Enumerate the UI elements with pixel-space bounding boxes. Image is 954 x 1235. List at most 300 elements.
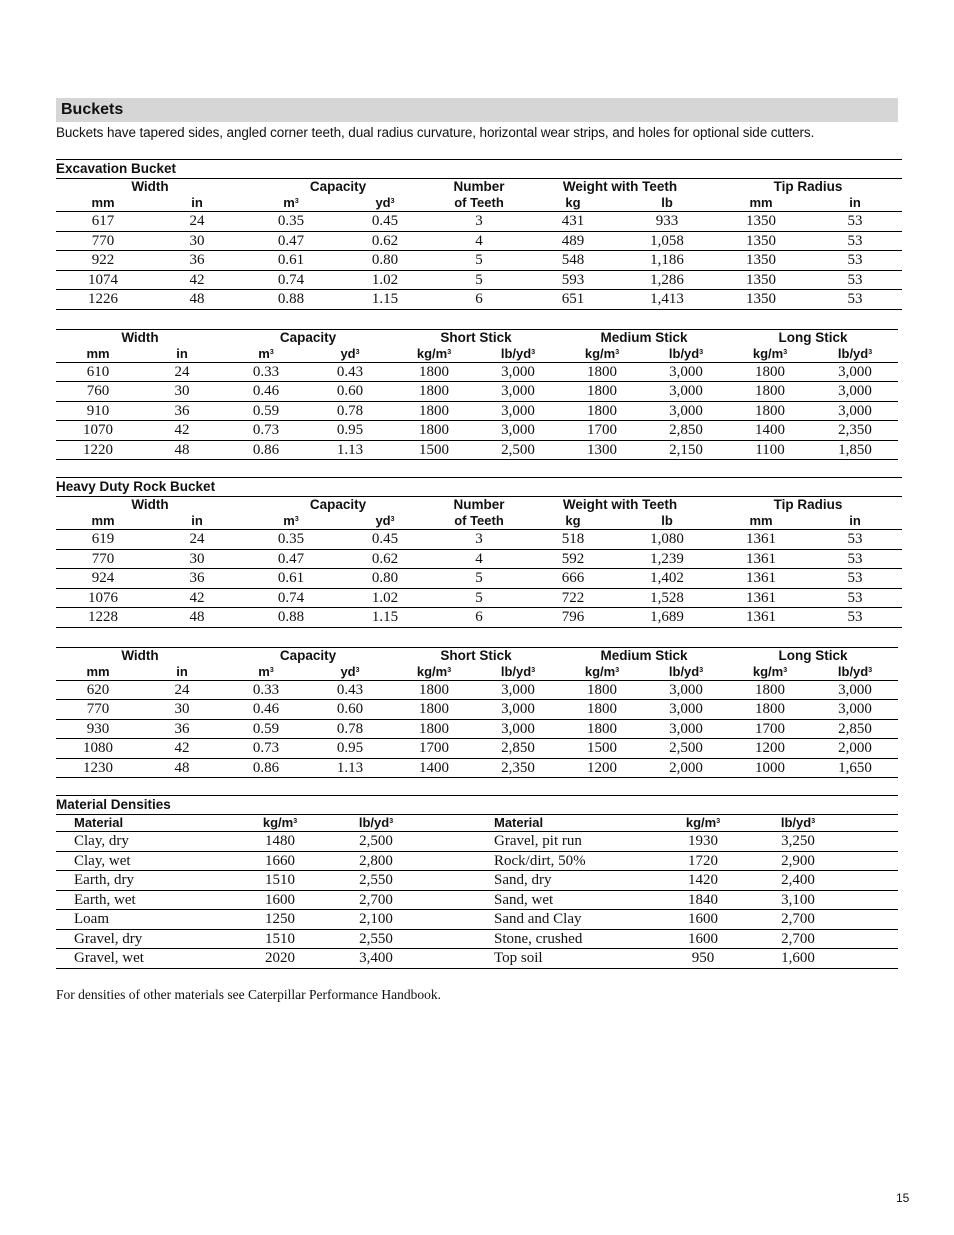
table-cell: 5 [432,588,526,608]
material-name: Clay, wet [56,851,234,871]
table-row [56,832,898,852]
table-cell: 1800 [392,421,476,441]
column-group-header: Long Stick [728,647,898,664]
table-cell: 1226 [56,290,150,310]
table-cell: 1361 [714,588,808,608]
table-cell: 3,000 [812,700,898,720]
table-cell: 3,000 [812,680,898,700]
table-cell: 1400 [392,758,476,778]
density-value: 2,100 [326,910,426,930]
table-cell: 760 [56,382,140,402]
table-cell: 0.78 [308,401,392,421]
unit-header: lb [620,513,714,530]
table-cell: 1,080 [620,530,714,550]
table-cell: 0.78 [308,719,392,739]
table-cell: 0.45 [338,530,432,550]
unit-header: $lb/yd^3$ [476,346,560,363]
table-cell: 3,000 [812,382,898,402]
table-row [56,530,902,550]
table-cell: 1800 [728,680,812,700]
rock-bucket-table [56,477,902,628]
table-cell: 770 [56,231,150,251]
table-cell: 1800 [728,700,812,720]
table-cell: 620 [56,680,140,700]
table-cell: 1800 [728,362,812,382]
table-cell: 0.80 [338,251,432,271]
table-cell: 3,000 [812,362,898,382]
table-cell: 1000 [728,758,812,778]
density-value: 2,400 [748,871,848,891]
table-cell: 30 [140,700,224,720]
column-group-header: Tip Radius [714,179,902,196]
unit-header: mm [56,664,140,681]
density-value: 950 [658,949,748,969]
table-cell: 1220 [56,440,140,460]
table-cell: 1,186 [620,251,714,271]
unit-header: lb [620,195,714,212]
table-cell: 48 [140,440,224,460]
page [56,98,898,1003]
table-cell: 53 [808,530,902,550]
table-row [56,549,902,569]
column-group-header: Tip Radius [714,497,902,514]
table-cell: 518 [526,530,620,550]
density-value: 3,250 [748,832,848,852]
column-group-header: Medium Stick [560,329,728,346]
table-row [56,421,898,441]
table-cell: 53 [808,290,902,310]
table-cell: 53 [808,231,902,251]
table-row [56,362,898,382]
table-cell: 48 [150,608,244,628]
table-cell: 3 [432,530,526,550]
table-cell: 1.15 [338,608,432,628]
table-caption: Material Densities [56,796,898,815]
page-number: 15 [896,1191,910,1205]
table-cell: 1800 [560,700,644,720]
table-cell: 1800 [560,362,644,382]
table-cell: 0.73 [224,739,308,759]
unit-header: in [150,513,244,530]
table-cell: 24 [150,530,244,550]
table-row [56,569,902,589]
table-cell: 2,350 [476,758,560,778]
table-cell: 2,500 [476,440,560,460]
table-cell: 0.86 [224,758,308,778]
unit-header: $lb/yd^3$ [748,815,848,832]
unit-header: $lb/yd^3$ [812,664,898,681]
table-cell: 2,850 [812,719,898,739]
density-value: 1510 [234,929,326,949]
table-cell: 36 [150,251,244,271]
table-cell: 1200 [560,758,644,778]
table-cell: 36 [140,719,224,739]
table-cell: 1800 [392,719,476,739]
table-cell: 0.47 [244,231,338,251]
material-densities-table [56,795,898,969]
table-cell: 24 [150,212,244,232]
density-value: 1720 [658,851,748,871]
table-cell: 922 [56,251,150,271]
table-cell: 1,689 [620,608,714,628]
table-cell: 924 [56,569,150,589]
table-cell: 1.15 [338,290,432,310]
table-cell: 2,000 [812,739,898,759]
column-group-header: Capacity [244,497,432,514]
column-group-header: Capacity [224,647,392,664]
column-group-header: Number [432,497,526,514]
table-cell: 1500 [560,739,644,759]
unit-header: $lb/yd^3$ [644,664,728,681]
table-cell: 3,000 [644,401,728,421]
table-cell: 1300 [560,440,644,460]
table-cell: 1076 [56,588,150,608]
table-cell: 722 [526,588,620,608]
table-row [56,401,898,421]
column-group-header: Number [432,179,526,196]
density-value: 3,100 [748,890,848,910]
table-cell: 0.61 [244,569,338,589]
density-value: 2,700 [748,910,848,930]
table-cell: 6 [432,290,526,310]
table-cell: 1700 [728,719,812,739]
table-cell: 1.13 [308,758,392,778]
table-cell: 53 [808,549,902,569]
density-value: 2,500 [326,832,426,852]
density-value: 1930 [658,832,748,852]
table-cell: 0.74 [244,588,338,608]
unit-header: mm [714,195,808,212]
unit-header: $lb/yd^3$ [812,346,898,363]
unit-header: $lb/yd^3$ [644,346,728,363]
table-cell: 0.95 [308,421,392,441]
unit-header: $m^3$ [244,513,338,530]
density-value: 2020 [234,949,326,969]
table-cell: 0.46 [224,382,308,402]
table-cell: 1230 [56,758,140,778]
table-cell: 42 [140,421,224,441]
density-value: 2,550 [326,871,426,891]
table-row [56,212,902,232]
table-cell: 2,500 [644,739,728,759]
table-row [56,949,898,969]
unit-header: $yd^3$ [308,664,392,681]
table-cell: 1500 [392,440,476,460]
table-cell: 3,000 [644,680,728,700]
table-cell: 53 [808,212,902,232]
table-cell: 48 [140,758,224,778]
table-cell: 2,000 [644,758,728,778]
unit-header: $m^3$ [244,195,338,212]
table-row [56,890,898,910]
density-value: 1510 [234,871,326,891]
density-value: 1600 [234,890,326,910]
table-cell: 0.59 [224,401,308,421]
table-cell: 3,000 [476,700,560,720]
density-value: 2,900 [748,851,848,871]
table-cell: 431 [526,212,620,232]
section-intro: Buckets have tapered sides, angled corner teeth, dual radius curvature, horizontal wear strips, and holes for optional side cutters. [56,125,815,140]
table-cell: 1200 [728,739,812,759]
table-row [56,851,898,871]
table-row [56,290,902,310]
unit-header: in [808,195,902,212]
table-cell: 3,000 [476,719,560,739]
table-cell: 592 [526,549,620,569]
table-cell: 48 [150,290,244,310]
table-cell: 0.61 [244,251,338,271]
unit-header: $m^3$ [224,664,308,681]
material-name: Sand, dry [476,871,658,891]
table-cell: 3,000 [644,362,728,382]
table-cell: 24 [140,362,224,382]
material-name: Earth, wet [56,890,234,910]
table-row [56,758,898,778]
unit-header: in [140,346,224,363]
table-row [56,680,898,700]
table-cell: 0.80 [338,569,432,589]
table-row [56,871,898,891]
unit-header: $kg/m^3$ [392,664,476,681]
column-group-header: Long Stick [728,329,898,346]
table-cell: 3,000 [476,680,560,700]
unit-header: in [808,513,902,530]
column-group-header: Short Stick [392,329,560,346]
table-row [56,608,902,628]
material-name: Sand and Clay [476,910,658,930]
table-cell: 30 [150,549,244,569]
excavation-bucket-table [56,159,902,310]
material-header: Material [476,815,658,832]
table-cell: 0.62 [338,549,432,569]
density-value: 1420 [658,871,748,891]
table-cell: 0.60 [308,700,392,720]
table-cell: 53 [808,270,902,290]
material-name: Loam [56,910,234,930]
table-cell: 666 [526,569,620,589]
material-name: Clay, dry [56,832,234,852]
table-cell: 36 [140,401,224,421]
table-cell: 3,000 [644,700,728,720]
column-group-header: Width [56,329,224,346]
table-row [56,231,902,251]
unit-header: mm [56,346,140,363]
table-cell: 1,058 [620,231,714,251]
column-group-header: Width [56,647,224,664]
table-cell: 1350 [714,212,808,232]
table-cell: 617 [56,212,150,232]
table-cell: 0.86 [224,440,308,460]
table-cell: 1800 [560,719,644,739]
table-cell: 1,402 [620,569,714,589]
unit-header: $kg/m^3$ [560,346,644,363]
table-row [56,270,902,290]
table-cell: 3,000 [644,719,728,739]
unit-header: $kg/m^3$ [658,815,748,832]
table-cell: 651 [526,290,620,310]
unit-header: $m^3$ [224,346,308,363]
table-cell: 1361 [714,569,808,589]
unit-header: $kg/m^3$ [728,664,812,681]
table-cell: 0.60 [308,382,392,402]
column-group-header: Medium Stick [560,647,728,664]
table-cell: 2,850 [476,739,560,759]
material-name: Sand, wet [476,890,658,910]
density-value: 1,600 [748,949,848,969]
material-name: Gravel, pit run [476,832,658,852]
table-row [56,440,898,460]
table-cell: 1080 [56,739,140,759]
table-cell: 0.47 [244,549,338,569]
table-cell: 1.13 [308,440,392,460]
column-group-header: Capacity [244,179,432,196]
table-cell: 2,850 [644,421,728,441]
table-row [56,910,898,930]
table-cell: 3 [432,212,526,232]
unit-header: $yd^3$ [338,195,432,212]
column-group-header: Width [56,497,244,514]
unit-header: $kg/m^3$ [234,815,326,832]
density-value: 2,550 [326,929,426,949]
unit-header: in [140,664,224,681]
table-cell: 770 [56,700,140,720]
table-cell: 3,000 [812,401,898,421]
material-name: Gravel, dry [56,929,234,949]
table-cell: 6 [432,608,526,628]
table-cell: 1800 [560,382,644,402]
table-cell: 42 [140,739,224,759]
table-cell: 53 [808,608,902,628]
table-cell: 1,650 [812,758,898,778]
table-cell: 489 [526,231,620,251]
table-cell: 1400 [728,421,812,441]
material-name: Earth, dry [56,871,234,891]
table-cell: 0.88 [244,290,338,310]
table-cell: 1700 [560,421,644,441]
table-cell: 0.33 [224,362,308,382]
table-cell: 0.43 [308,362,392,382]
unit-header: kg [526,195,620,212]
material-name: Top soil [476,949,658,969]
density-value: 1250 [234,910,326,930]
column-group-header: Capacity [224,329,392,346]
table-cell: 0.33 [224,680,308,700]
table-row [56,719,898,739]
table-cell: 1800 [560,680,644,700]
table-cell: 1074 [56,270,150,290]
unit-header: in [150,195,244,212]
table-cell: 42 [150,588,244,608]
table-cell: 53 [808,569,902,589]
table-cell: 5 [432,251,526,271]
table-row [56,739,898,759]
table-row [56,382,898,402]
column-group-header: Weight with Teeth [526,179,714,196]
table-caption: Excavation Bucket [56,160,902,179]
table-cell: 1800 [392,382,476,402]
density-value: 3,400 [326,949,426,969]
material-name: Rock/dirt, 50% [476,851,658,871]
table-cell: 2,350 [812,421,898,441]
unit-header: of Teeth [432,195,526,212]
table-cell: 24 [140,680,224,700]
table-cell: 0.43 [308,680,392,700]
density-value: 1480 [234,832,326,852]
table-cell: 2,150 [644,440,728,460]
table-cell: 0.46 [224,700,308,720]
table-cell: 933 [620,212,714,232]
table-cell: 4 [432,231,526,251]
table-cell: 1350 [714,290,808,310]
table-cell: 3,000 [644,382,728,402]
table-cell: 1,413 [620,290,714,310]
density-value: 2,700 [748,929,848,949]
table-row [56,588,902,608]
table-cell: 1.02 [338,588,432,608]
table-cell: 1800 [392,700,476,720]
table-cell: 0.74 [244,270,338,290]
unit-header: $kg/m^3$ [560,664,644,681]
table-cell: 0.95 [308,739,392,759]
column-group-header: Weight with Teeth [526,497,714,514]
table-cell: 0.73 [224,421,308,441]
unit-header: $yd^3$ [338,513,432,530]
material-header: Material [56,815,234,832]
table-cell: 30 [140,382,224,402]
footnote: For densities of other materials see Caterpillar Performance Handbook. [56,986,442,1002]
table-cell: 910 [56,401,140,421]
table-cell: 53 [808,588,902,608]
density-value: 1660 [234,851,326,871]
table-cell: 42 [150,270,244,290]
material-name: Stone, crushed [476,929,658,949]
table-cell: 1228 [56,608,150,628]
table-cell: 1,239 [620,549,714,569]
table-cell: 3,000 [476,421,560,441]
table-cell: 1800 [392,401,476,421]
table-cell: 1100 [728,440,812,460]
table-cell: 3,000 [476,401,560,421]
table-cell: 1361 [714,549,808,569]
table-cell: 36 [150,569,244,589]
section-title: Buckets [56,98,898,122]
table-cell: 0.45 [338,212,432,232]
table-cell: 1,850 [812,440,898,460]
table-cell: 1,528 [620,588,714,608]
table-cell: 53 [808,251,902,271]
table-cell: 1800 [560,401,644,421]
unit-header: kg [526,513,620,530]
table-row [56,251,902,271]
unit-header: mm [56,513,150,530]
table-cell: 1350 [714,270,808,290]
table-cell: 1800 [392,362,476,382]
table-cell: 0.59 [224,719,308,739]
table-cell: 0.88 [244,608,338,628]
table-cell: 5 [432,569,526,589]
rock-stick-table [56,647,898,779]
table-cell: 1800 [728,382,812,402]
table-row [56,700,898,720]
table-cell: 796 [526,608,620,628]
table-cell: 0.35 [244,530,338,550]
unit-header: $kg/m^3$ [728,346,812,363]
column-group-header: Short Stick [392,647,560,664]
density-value: 1600 [658,929,748,949]
excavation-stick-table [56,329,898,461]
table-cell: 1,286 [620,270,714,290]
unit-header: $lb/yd^3$ [476,664,560,681]
